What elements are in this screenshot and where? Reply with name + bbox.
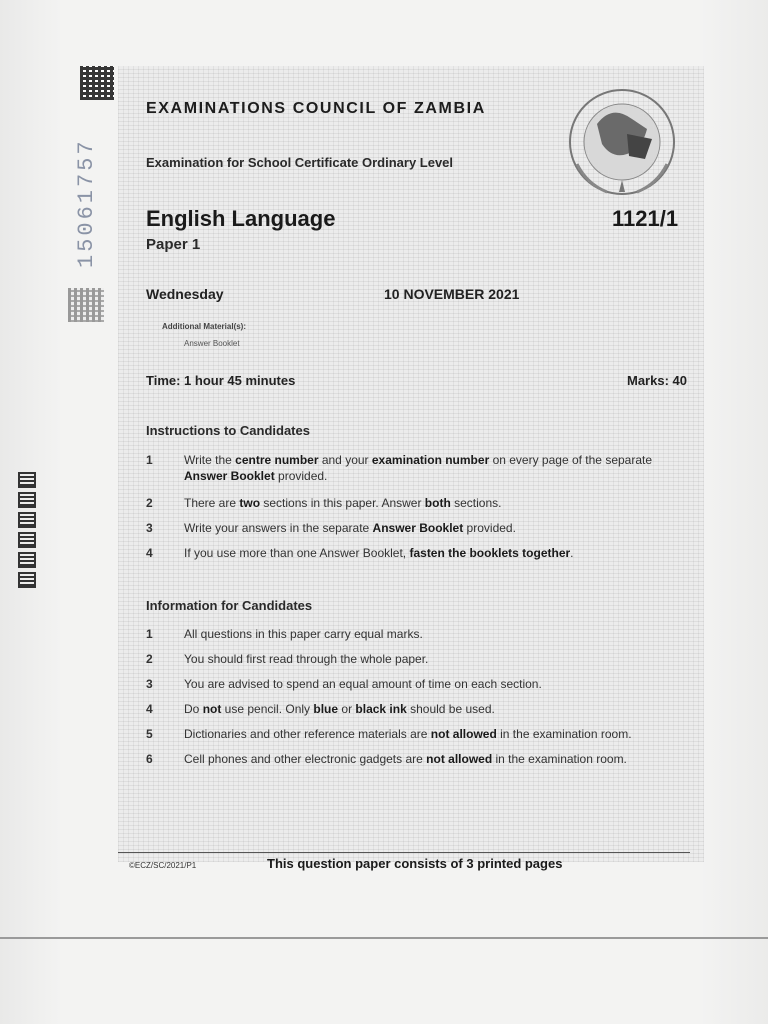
information-item-text xyxy=(184,651,694,667)
information-item-text xyxy=(184,676,694,692)
emphasis-text: not allowed xyxy=(426,752,493,766)
emphasis-text: blue xyxy=(313,702,339,716)
emphasis-text: black ink xyxy=(355,702,407,716)
plain-text: Dictionaries and other reference materials are xyxy=(184,727,431,741)
information-item-text xyxy=(184,726,694,742)
emphasis-text: both xyxy=(424,496,451,510)
plain-text: sections in this paper. Answer xyxy=(260,496,425,510)
plain-text: sections. xyxy=(450,496,502,510)
information-item-number: 3 xyxy=(146,677,153,691)
information-title: Information for Candidates xyxy=(146,598,313,613)
emphasis-text: Answer Booklet xyxy=(184,469,275,483)
emphasis-text: two xyxy=(239,496,261,510)
plain-text: or xyxy=(338,702,356,716)
instructions-item-number: 2 xyxy=(146,496,153,510)
information-item-number: 1 xyxy=(146,627,153,641)
plain-text: Do xyxy=(184,702,203,716)
plain-text: use pencil. Only xyxy=(221,702,314,716)
emphasis-text: centre number xyxy=(235,453,319,467)
plain-text: . xyxy=(570,546,574,560)
paper-code: 1121/1 xyxy=(612,206,679,231)
information-item-text xyxy=(184,751,694,767)
emphasis-text: Answer Booklet xyxy=(372,521,464,535)
council-name: EXAMINATIONS COUNCIL OF ZAMBIA xyxy=(146,100,486,117)
instructions-item-number: 4 xyxy=(146,546,153,560)
additional-materials-value: Answer Booklet xyxy=(184,339,240,348)
information-item-text xyxy=(184,701,694,717)
exam-date: 10 NOVEMBER 2021 xyxy=(384,286,520,302)
information-item-text xyxy=(184,626,694,642)
emphasis-text: not xyxy=(202,702,222,716)
plain-text: There are xyxy=(184,496,240,510)
plain-text: on every page of the separate xyxy=(489,453,653,467)
additional-materials-label: Additional Material(s): xyxy=(162,322,247,331)
plain-text: should be used. xyxy=(406,702,495,716)
exam-level: Examination for School Certificate Ordinary Level xyxy=(146,155,454,170)
information-item-number: 4 xyxy=(146,702,153,716)
plain-text: Cell phones and other electronic gadgets are xyxy=(184,752,427,766)
emphasis-text: not allowed xyxy=(430,727,497,741)
instructions-item-number: 1 xyxy=(146,453,153,467)
plain-text: You are advised to spend an equal amount of time on each section. xyxy=(184,677,542,691)
instructions-item-text xyxy=(184,545,694,561)
instructions-title: Instructions to Candidates xyxy=(146,423,310,438)
instructions-item-text xyxy=(184,520,694,536)
information-item-number: 2 xyxy=(146,652,153,666)
barcode-side xyxy=(68,288,104,322)
plain-text: in the examination room. xyxy=(492,752,627,766)
instructions-item-number: 3 xyxy=(146,521,153,535)
barcode-top xyxy=(80,66,114,100)
pages-note: This question paper consists of 3 printed pages xyxy=(267,856,563,871)
emphasis-text: examination number xyxy=(371,453,490,467)
subject-title: English Language xyxy=(146,206,336,231)
exam-day: Wednesday xyxy=(146,286,224,302)
plain-text: If you use more than one Answer Booklet, xyxy=(184,546,410,560)
plain-text: All questions in this paper carry equal marks. xyxy=(184,627,423,641)
paper-number: Paper 1 xyxy=(146,236,201,253)
exam-time: Time: 1 hour 45 minutes xyxy=(146,373,296,388)
scan-edge-line xyxy=(0,937,768,939)
plain-text: provided. xyxy=(463,521,516,535)
plain-text: in the examination room. xyxy=(496,727,632,741)
footer-divider xyxy=(118,852,690,853)
plain-text: and your xyxy=(318,453,372,467)
plain-text: Write the xyxy=(184,453,236,467)
council-seal-icon xyxy=(557,84,687,204)
exam-marks: Marks: 40 xyxy=(627,373,687,388)
margin-marks xyxy=(18,472,38,592)
serial-number: 15061757 xyxy=(74,138,99,268)
plain-text: Write your answers in the separate xyxy=(184,521,373,535)
instructions-item-text xyxy=(184,495,694,511)
plain-text: You should first read through the whole paper. xyxy=(184,652,429,666)
information-item-number: 5 xyxy=(146,727,153,741)
plain-text: provided. xyxy=(274,469,328,483)
instructions-item-text xyxy=(184,452,694,484)
copyright: ©ECZ/SC/2021/P1 xyxy=(129,861,197,870)
emphasis-text: fasten the booklets together xyxy=(409,546,571,560)
information-item-number: 6 xyxy=(146,752,153,766)
